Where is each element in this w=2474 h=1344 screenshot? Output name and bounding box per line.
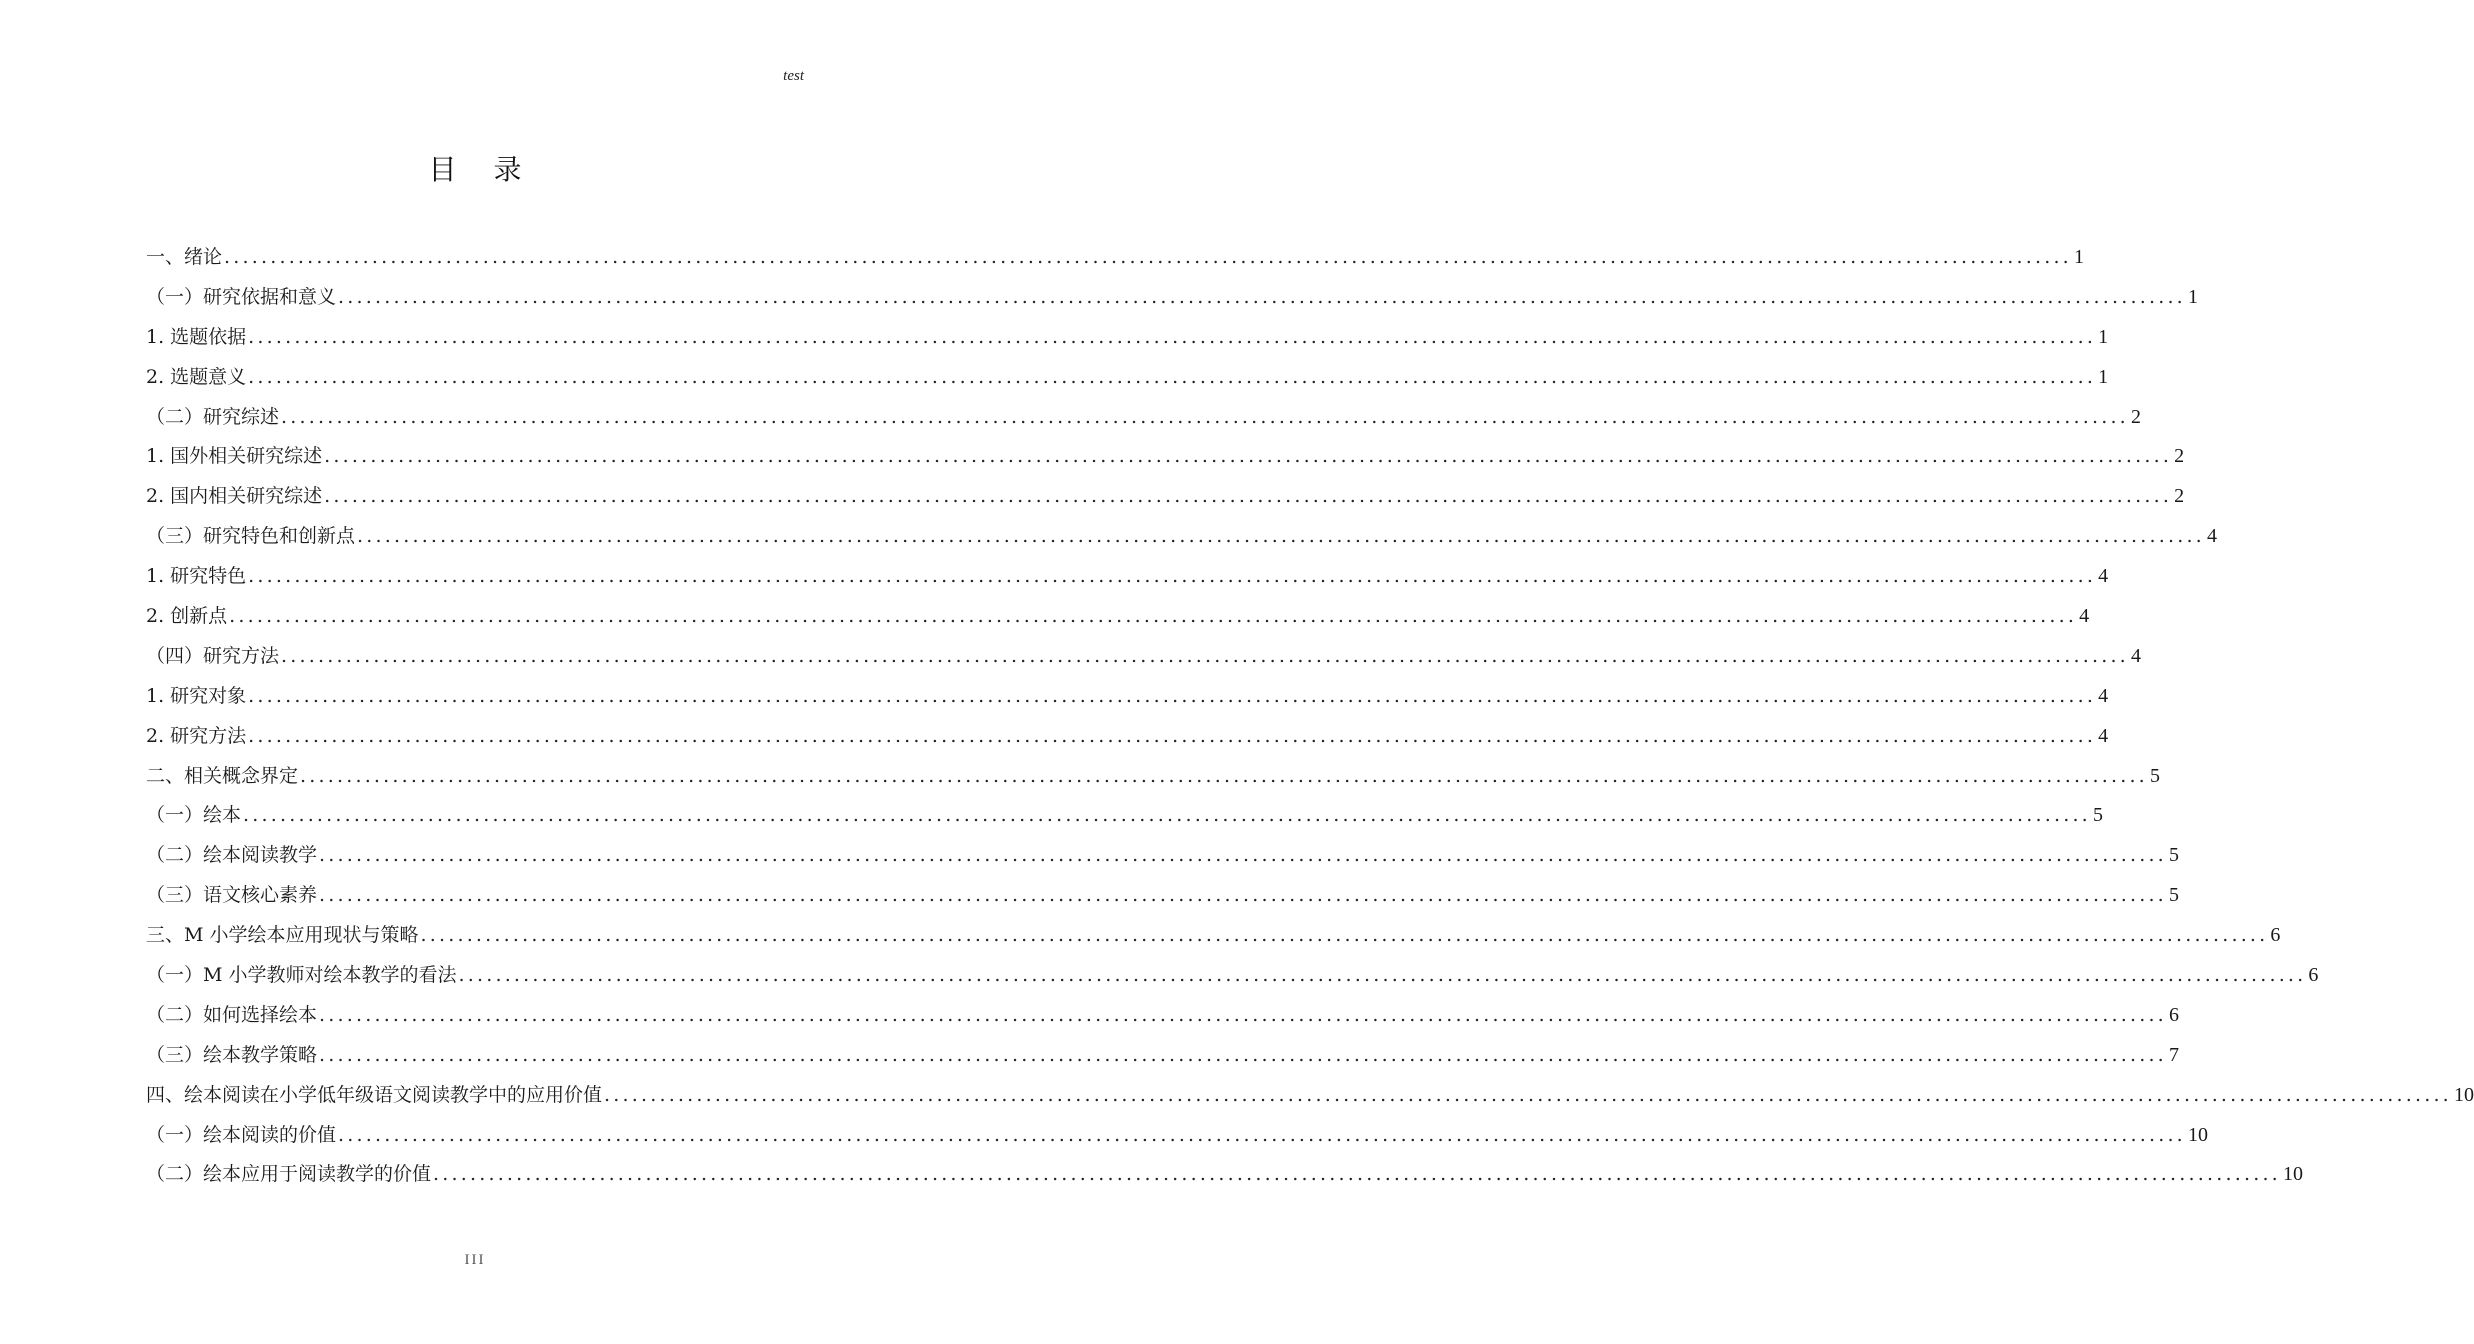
- toc-entry-label: （一）绘本: [146, 804, 242, 827]
- toc-entry-label: （一）研究依据和意义: [146, 285, 337, 308]
- page-number: III: [464, 1252, 486, 1268]
- toc-entry-label: 二、相关概念界定: [146, 764, 299, 787]
- toc-entry[interactable]: [146, 1155, 2303, 1195]
- toc-entry[interactable]: [146, 437, 2185, 477]
- toc-entry[interactable]: [146, 836, 2179, 876]
- toc-entry-label: 1. 研究特色: [146, 565, 247, 588]
- toc-leader-dots: ........................................................................................................................................................................................................: [300, 764, 2148, 787]
- toc-entry-label: （二）研究综述: [146, 405, 280, 428]
- toc-title: 目 录: [428, 153, 536, 186]
- toc-entry-page: 2: [2174, 485, 2185, 508]
- toc-entry-page: 7: [2168, 1043, 2179, 1066]
- toc-leader-dots: ........................................................................................................................................................................................................: [324, 445, 2173, 468]
- toc-entry-label: （三）绘本教学策略: [146, 1043, 318, 1066]
- toc-entry[interactable]: [146, 557, 2109, 597]
- toc-leader-dots: ........................................................................................................................................................................................................: [281, 405, 2129, 428]
- toc-entry-label: （二）绘本阅读教学: [146, 844, 318, 867]
- toc-entry-page: 4: [2130, 644, 2141, 667]
- table-of-contents: [146, 238, 2474, 1195]
- toc-entry-page: 1: [2073, 246, 2084, 268]
- toc-entry-page: 4: [2098, 724, 2109, 747]
- toc-leader-dots: ........................................................................................................................................................................................................: [604, 1083, 2452, 1106]
- toc-entry-label: （三）语文核心素养: [146, 884, 318, 907]
- toc-entry-page: 4: [2079, 605, 2090, 628]
- toc-entry-page: 6: [2308, 964, 2319, 987]
- toc-entry-label: （三）研究特色和创新点: [146, 525, 356, 548]
- toc-leader-dots: ........................................................................................................................................................................................................: [338, 1123, 2186, 1146]
- toc-entry-label: 1. 国外相关研究综述: [146, 445, 323, 468]
- toc-entry[interactable]: [146, 876, 2179, 916]
- toc-entry[interactable]: [146, 677, 2109, 717]
- toc-entry-page: 10: [2187, 1123, 2208, 1146]
- toc-entry-page: 10: [2282, 1163, 2303, 1186]
- toc-entry-label: （二）绘本应用于阅读教学的价值: [146, 1163, 432, 1186]
- toc-entry[interactable]: [146, 1076, 2474, 1116]
- toc-entry[interactable]: [146, 757, 2160, 797]
- toc-entry-label: （一）M 小学教师对绘本教学的看法: [146, 964, 457, 987]
- toc-leader-dots: ........................................................................................................................................................................................................: [338, 285, 2186, 308]
- toc-entry-page: 1: [2187, 285, 2198, 308]
- toc-leader-dots: ........................................................................................................................................................................................................: [243, 804, 2091, 827]
- toc-entry[interactable]: [146, 358, 2109, 398]
- toc-leader-dots: ........................................................................................................................................................................................................: [433, 1163, 2281, 1186]
- toc-entry-label: （四）研究方法: [146, 644, 280, 667]
- toc-entry[interactable]: [146, 717, 2109, 757]
- toc-leader-dots: ........................................................................................................................................................................................................: [281, 644, 2129, 667]
- toc-entry[interactable]: [146, 796, 2103, 836]
- toc-leader-dots: ........................................................................................................................................................................................................: [420, 924, 2269, 947]
- toc-leader-dots: ........................................................................................................................................................................................................: [319, 1043, 2167, 1066]
- toc-entry-page: 2: [2130, 405, 2141, 428]
- toc-leader-dots: ........................................................................................................................................................................................................: [248, 325, 2097, 348]
- toc-entry-label: 四、绘本阅读在小学低年级语文阅读教学中的应用价值: [146, 1083, 603, 1106]
- toc-entry-page: 5: [2168, 884, 2179, 907]
- toc-entry-label: 1. 研究对象: [146, 684, 247, 707]
- toc-entry[interactable]: [146, 318, 2109, 358]
- toc-entry-page: 4: [2098, 684, 2109, 707]
- toc-entry-label: 2. 创新点: [146, 605, 228, 628]
- toc-entry-page: 1: [2098, 365, 2109, 388]
- toc-entry-label: 2. 国内相关研究综述: [146, 485, 323, 508]
- toc-entry[interactable]: [146, 477, 2185, 517]
- toc-entry-label: 1. 选题依据: [146, 325, 247, 348]
- toc-entry-page: 5: [2092, 804, 2103, 827]
- toc-leader-dots: ........................................................................................................................................................................................................: [357, 525, 2205, 548]
- toc-entry[interactable]: [146, 1116, 2208, 1156]
- toc-leader-dots: ........................................................................................................................................................................................................: [248, 365, 2097, 388]
- toc-entry-page: 1: [2098, 325, 2109, 348]
- toc-entry-page: 4: [2098, 565, 2109, 588]
- toc-entry-page: 5: [2168, 844, 2179, 867]
- toc-leader-dots: ........................................................................................................................................................................................................: [248, 565, 2097, 588]
- toc-entry[interactable]: [146, 916, 2281, 956]
- toc-entry[interactable]: [146, 278, 2198, 318]
- toc-leader-dots: ........................................................................................................................................................................................................: [319, 844, 2167, 867]
- toc-entry[interactable]: [146, 996, 2179, 1036]
- toc-leader-dots: ........................................................................................................................................................................................................: [248, 684, 2097, 707]
- toc-entry-page: 2: [2174, 445, 2185, 468]
- toc-entry[interactable]: [146, 517, 2217, 557]
- toc-entry-label: 三、M 小学绘本应用现状与策略: [146, 924, 419, 947]
- toc-entry-label: 2. 研究方法: [146, 724, 247, 747]
- toc-entry-page: 6: [2270, 924, 2281, 947]
- toc-leader-dots: ........................................................................................................................................................................................................: [224, 246, 2072, 268]
- toc-leader-dots: ........................................................................................................................................................................................................: [248, 724, 2097, 747]
- toc-leader-dots: ........................................................................................................................................................................................................: [319, 884, 2167, 907]
- toc-entry-page: 4: [2206, 525, 2217, 548]
- toc-entry[interactable]: [146, 238, 2084, 278]
- toc-entry-page: 10: [2453, 1083, 2474, 1106]
- toc-entry-label: （二）如何选择绘本: [146, 1003, 318, 1026]
- toc-entry[interactable]: [146, 1036, 2179, 1076]
- toc-leader-dots: ........................................................................................................................................................................................................: [319, 1003, 2167, 1026]
- toc-entry-label: 一、绪论: [146, 246, 223, 268]
- toc-leader-dots: ........................................................................................................................................................................................................: [458, 964, 2307, 987]
- toc-entry-page: 6: [2168, 1003, 2179, 1026]
- toc-entry-page: 5: [2149, 764, 2160, 787]
- toc-entry[interactable]: [146, 398, 2141, 438]
- toc-entry[interactable]: [146, 597, 2090, 637]
- toc-leader-dots: ........................................................................................................................................................................................................: [324, 485, 2173, 508]
- toc-entry[interactable]: [146, 956, 2319, 996]
- header-note: test: [783, 68, 804, 84]
- toc-entry-label: （一）绘本阅读的价值: [146, 1123, 337, 1146]
- toc-entry-label: 2. 选题意义: [146, 365, 247, 388]
- toc-entry[interactable]: [146, 637, 2141, 677]
- toc-leader-dots: ........................................................................................................................................................................................................: [229, 605, 2078, 628]
